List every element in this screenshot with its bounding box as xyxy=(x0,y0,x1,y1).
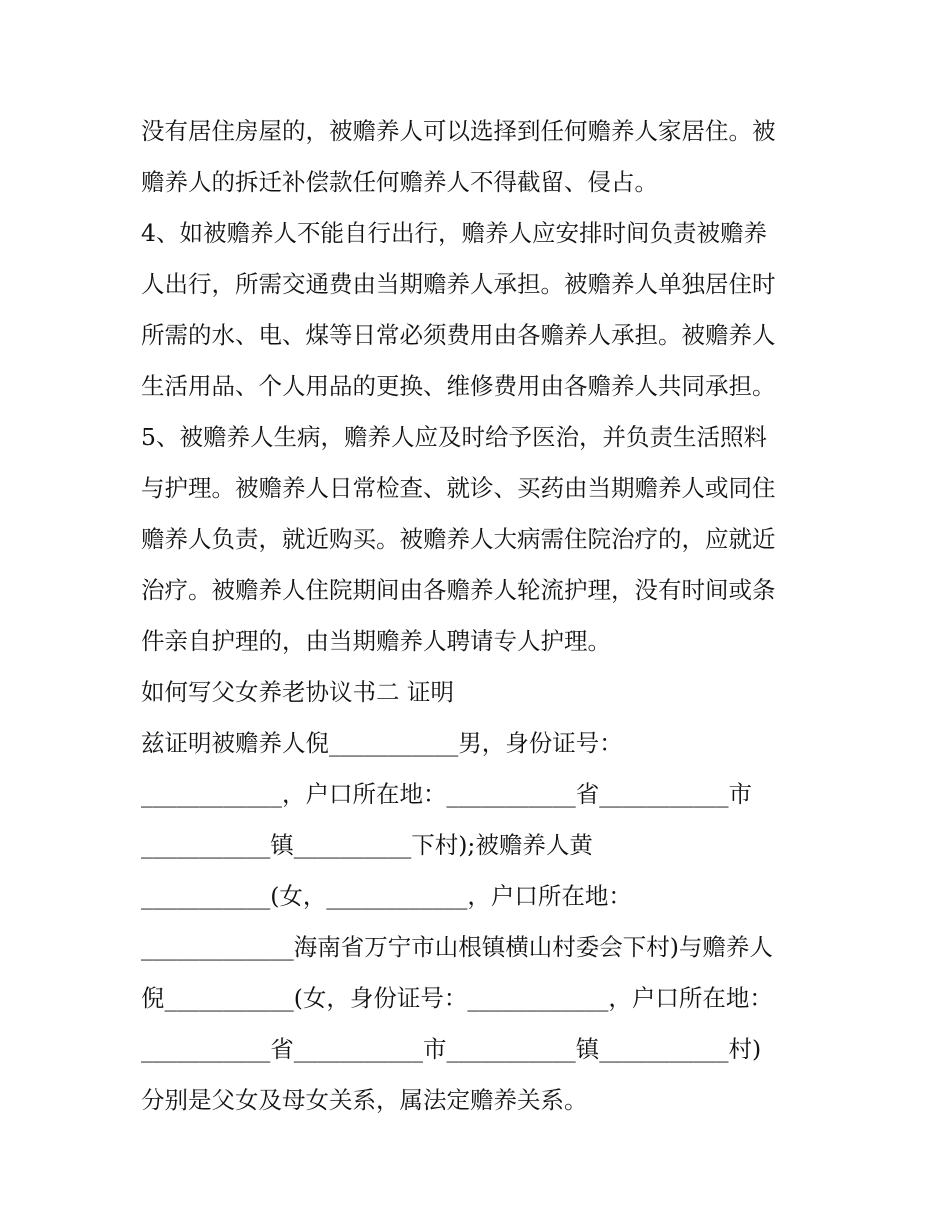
form-line: ____________，户口所在地：___________省___________市 xyxy=(141,780,752,808)
section-heading: 如何写父女养老协议书二 证明 xyxy=(141,678,454,706)
text-line: 生活用品、个人用品的更换、维修费用由各赡养人共同承担。 xyxy=(141,372,776,400)
text-line: 治疗。被赡养人住院期间由各赡养人轮流护理，没有时间或条 xyxy=(141,576,776,604)
text-line: 与护理。被赡养人日常检查、就诊、买药由当期赡养人或同住 xyxy=(141,474,776,502)
form-line: 兹证明被赡养人倪___________男，身份证号： xyxy=(141,729,623,757)
form-line: 倪___________(女，身份证号：____________，户口所在地： xyxy=(141,984,773,1012)
text-line: 所需的水、电、煤等日常必须费用由各赡养人承担。被赡养人 xyxy=(141,321,776,349)
form-line: ___________(女，____________，户口所在地： xyxy=(141,882,632,910)
text-line: 件亲自护理的，由当期赡养人聘请专人护理。 xyxy=(141,627,611,655)
clause-5-line: 5、被赡养人生病，赡养人应及时给予医治，并负责生活照料 xyxy=(141,423,767,451)
form-line: ___________省___________市___________镇___________村) xyxy=(141,1035,762,1063)
clause-4-line: 4、如被赡养人不能自行出行，赡养人应安排时间负责被赡养 xyxy=(141,219,767,247)
form-line: ___________镇__________下村);被赡养人黄 xyxy=(141,831,593,859)
document-body xyxy=(141,106,821,1126)
form-line: _____________海南省万宁市山根镇横山村委会下村)与赡养人 xyxy=(141,933,773,961)
text-line: 赡养人的拆迁补偿款任何赡养人不得截留、侵占。 xyxy=(141,168,658,196)
text-line: 赡养人负责，就近购买。被赡养人大病需住院治疗的，应就近 xyxy=(141,525,776,553)
text-line: 分别是父女及母女关系，属法定赡养关系。 xyxy=(141,1086,588,1114)
text-line: 没有居住房屋的，被赡养人可以选择到任何赡养人家居住。被 xyxy=(141,117,776,145)
text-line: 人出行，所需交通费由当期赡养人承担。被赡养人单独居住时 xyxy=(141,270,776,298)
